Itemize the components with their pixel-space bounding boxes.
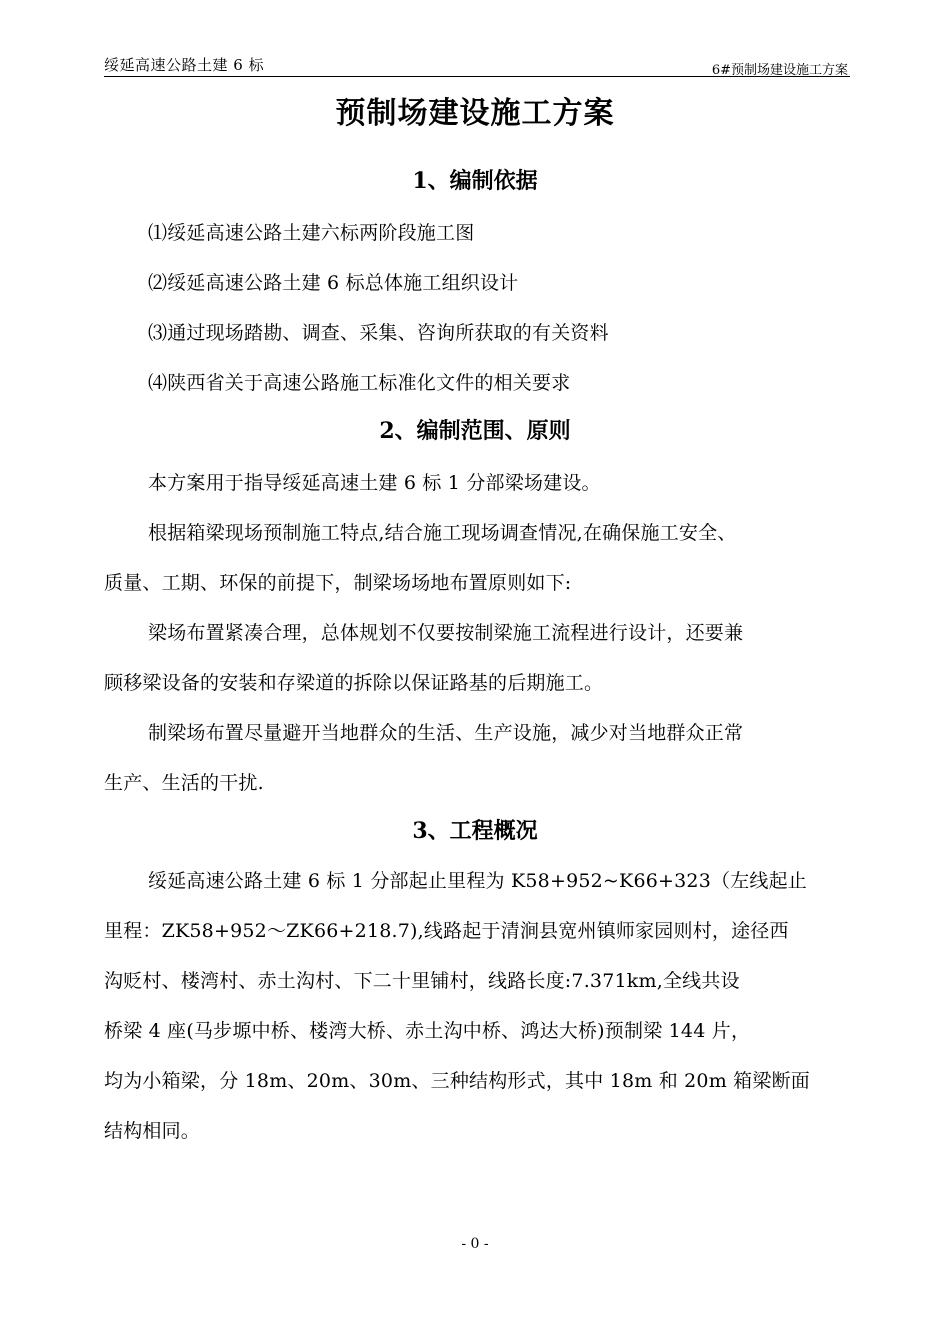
page-number: - 0 -	[461, 1236, 489, 1252]
basis-item-1: ⑴绥延高速公路土建六标两阶段施工图	[148, 222, 475, 244]
section-1-heading: 1、编制依据	[412, 168, 538, 194]
avoidance-paragraph-line: 制梁场布置尽量避开当地群众的生活、生产设施，减少对当地群众正常	[148, 722, 744, 744]
overview-paragraph-line: 沟贬村、楼湾村、赤土沟村、下二十里铺村，线路长度:7.371km,全线共设	[104, 970, 740, 992]
overview-paragraph-line: 结构相同。	[104, 1120, 201, 1142]
section-3-heading: 3、工程概况	[412, 818, 538, 844]
page-header	[104, 52, 850, 77]
avoidance-paragraph-line: 生产、生活的干扰.	[104, 772, 264, 794]
basis-item-4: ⑷陕西省关于高速公路施工标准化文件的相关要求	[148, 372, 571, 394]
overview-paragraph-line: 桥梁 4 座(马步塬中桥、楼湾大桥、赤土沟中桥、鸿达大桥)预制梁 144 片，	[104, 1020, 751, 1042]
header-project-name: 绥延高速公路土建 6 标	[104, 56, 265, 74]
overview-paragraph-line: 绥延高速公路土建 6 标 1 分部起止里程为 K58+952~K66+323（左线起止	[148, 870, 808, 892]
document-title: 预制场建设施工方案	[335, 96, 615, 131]
layout-paragraph-line: 梁场布置紧凑合理，总体规划不仅要按制梁施工流程进行设计，还要兼	[148, 622, 744, 644]
layout-paragraph-line: 顾移梁设备的安装和存梁道的拆除以保证路基的后期施工。	[104, 672, 604, 694]
principle-paragraph-line: 质量、工期、环保的前提下，制梁场场地布置原则如下:	[104, 572, 572, 594]
overview-paragraph-line: 均为小箱梁，分 18m、20m、30m、三种结构形式，其中 18m 和 20m 箱梁断面	[104, 1070, 810, 1092]
section-2-heading: 2、编制范围、原则	[379, 418, 571, 444]
basis-item-2: ⑵绥延高速公路土建 6 标总体施工组织设计	[148, 272, 519, 294]
header-document-name: 6#预制场建设施工方案	[711, 63, 848, 78]
scope-paragraph-line: 本方案用于指导绥延高速土建 6 标 1 分部梁场建设。	[148, 472, 601, 494]
principle-paragraph-line: 根据箱梁现场预制施工特点,结合施工现场调查情况,在确保施工安全、	[148, 522, 737, 544]
overview-paragraph-line: 里程：ZK58+952～ZK66+218.7),线路起于清涧县宽州镇师家园则村，途径西	[104, 920, 789, 942]
basis-item-3: ⑶通过现场踏勘、调查、采集、咨询所获取的有关资料	[148, 322, 609, 344]
